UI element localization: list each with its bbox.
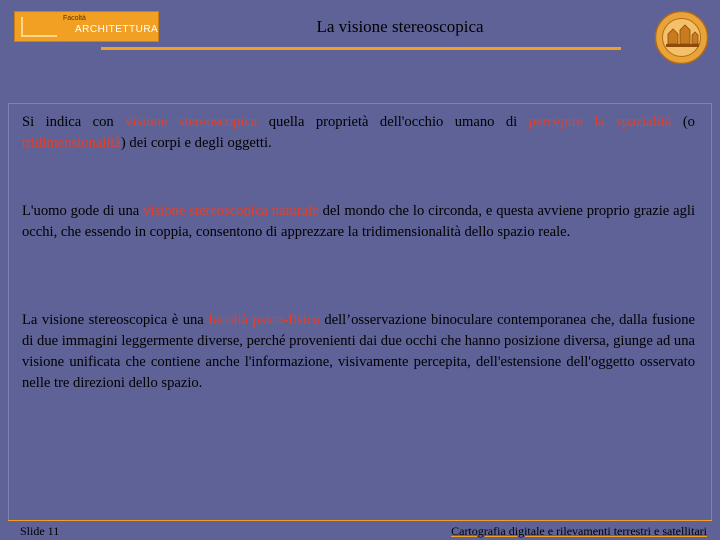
slide-label: Slide bbox=[20, 524, 45, 538]
paragraph-2 bbox=[22, 201, 695, 243]
logo-mark-icon bbox=[21, 17, 57, 37]
faculty-logo bbox=[14, 11, 159, 42]
p1-seg: quella proprietà dell'occhio umano di bbox=[257, 114, 529, 130]
slide-number-value: 11 bbox=[47, 524, 60, 538]
p1-seg: (o bbox=[671, 114, 695, 130]
paragraph-3 bbox=[22, 310, 695, 394]
slide-title: La visione stereoscopica bbox=[316, 17, 484, 36]
p3-seg: dell’osservazione binoculare contemporanea che, dalla fusione di due immagini leggermente diverse, perché provenienti dai due occhi che hanno posizione diversa, giunge ad una visione unificata che contiene anche l'informazione, visivamente percepita, dell'estensione dell'oggetto osservato nelle tre direzioni dello spazio. bbox=[22, 312, 695, 391]
p3-highlight: facoltà psico-fisica bbox=[208, 312, 320, 328]
p1-seg: ) dei corpi e degli oggetti. bbox=[120, 135, 272, 151]
p1-seg: Si indica con bbox=[22, 114, 126, 130]
p3-seg: La visione stereoscopica è una bbox=[22, 312, 209, 328]
paragraph-1 bbox=[22, 112, 695, 154]
p1-highlight: percepire la spazialità bbox=[528, 114, 672, 130]
p1-highlight: tridimensionalità bbox=[22, 135, 121, 151]
p2-seg: del mondo che lo circonda, e questa avviene proprio grazie agli occhi, che essendo in coppia, consentono di apprezzare la tridimensionalità dello spazio reale. bbox=[22, 203, 695, 240]
footer-rule bbox=[8, 520, 712, 521]
p1-highlight: visione stereoscopica bbox=[125, 114, 258, 130]
slide-number bbox=[20, 524, 59, 539]
logo-small-text: Facoltà bbox=[63, 15, 86, 22]
university-seal-icon bbox=[654, 10, 709, 65]
p2-seg: L'uomo gode di una bbox=[22, 203, 144, 219]
course-title: Cartografia digitale e rilevamenti terrestri e satellitari bbox=[451, 524, 707, 538]
title-underline bbox=[101, 47, 621, 50]
p2-highlight: visione stereoscopica naturale bbox=[143, 203, 319, 219]
logo-main-text: ARCHITETTURA bbox=[75, 24, 159, 35]
